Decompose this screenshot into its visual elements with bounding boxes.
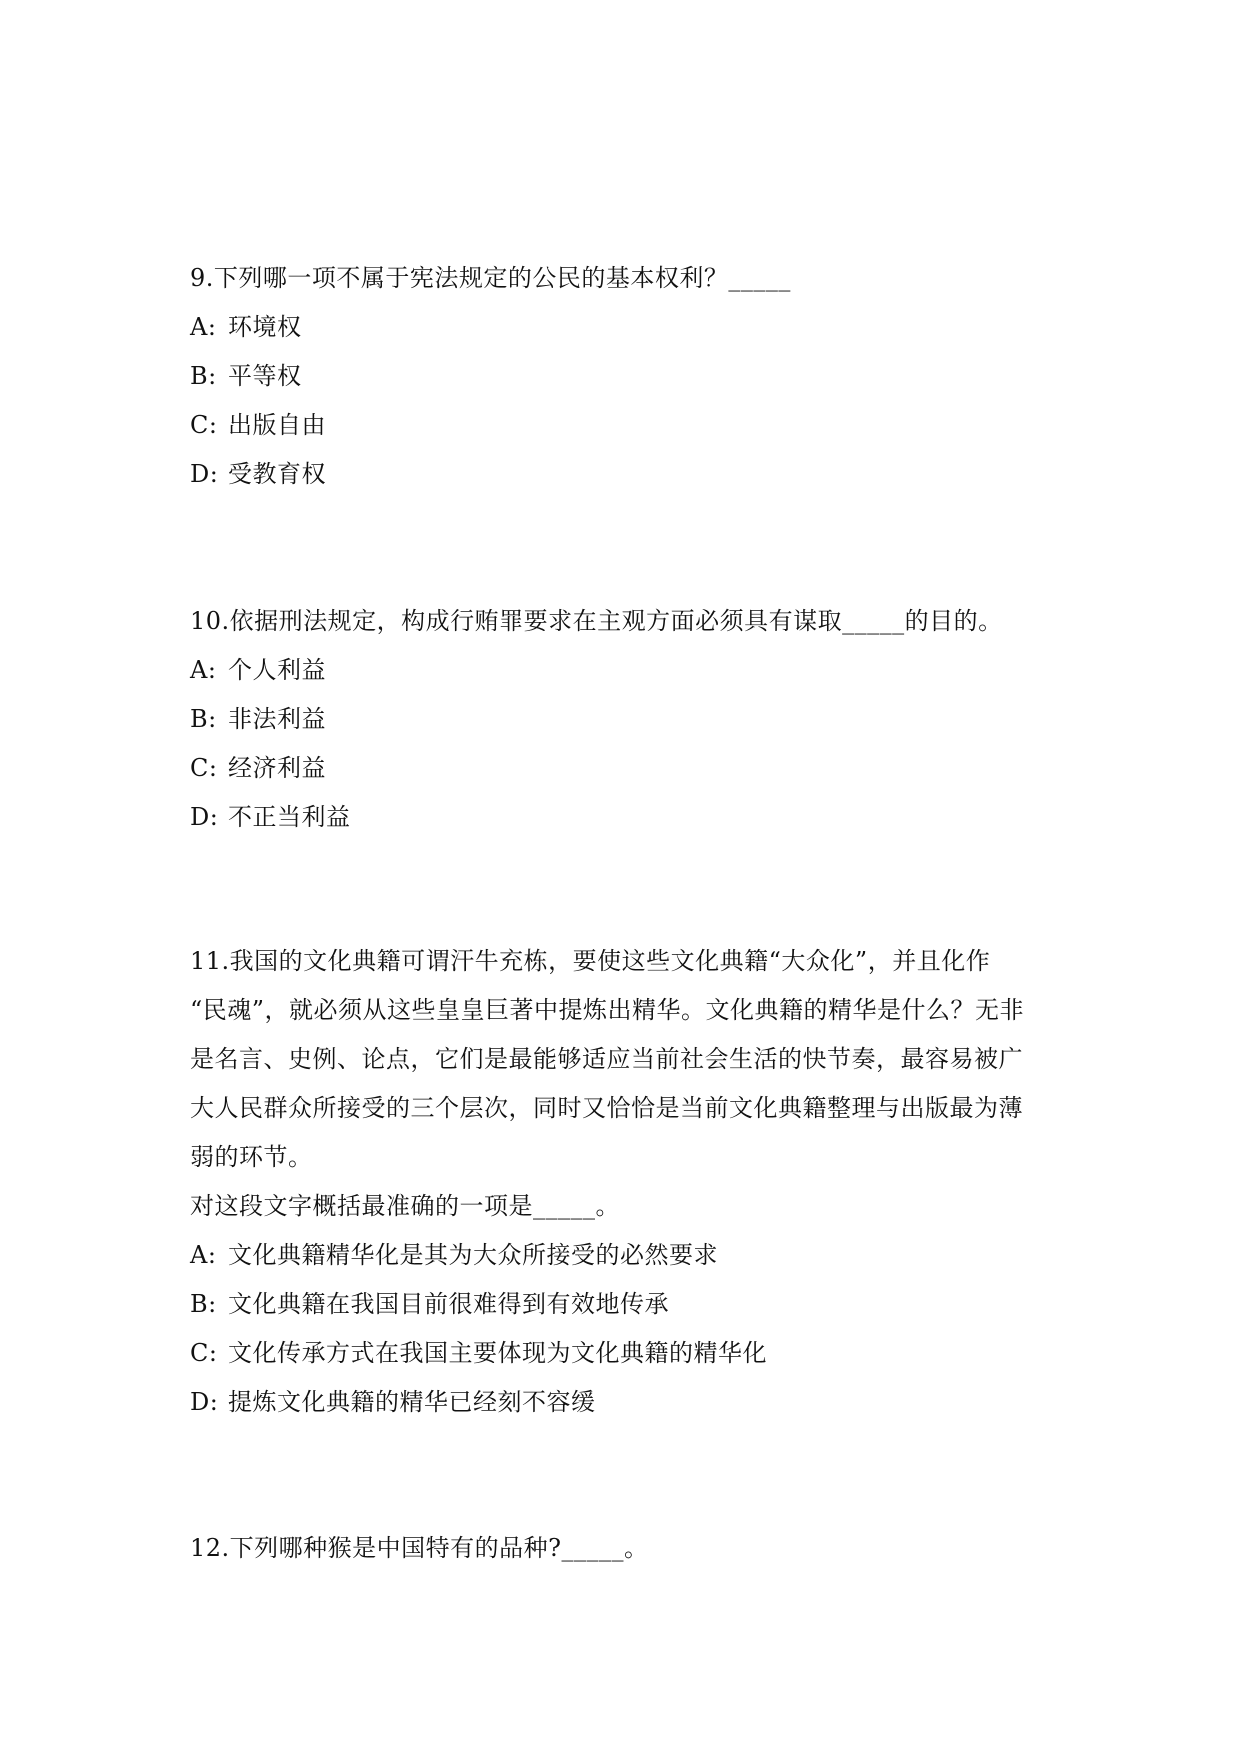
option-text: 不正当利益 — [228, 803, 351, 831]
option-b — [190, 695, 1070, 744]
option-c — [190, 401, 1070, 450]
option-letter: A: — [190, 313, 217, 341]
question-stem-line: 大人民群众所接受的三个层次，同时又恰恰是当前文化典籍整理与出版最为薄 — [190, 1094, 1023, 1122]
question-11 — [190, 937, 1070, 1427]
option-text: 环境权 — [228, 313, 302, 341]
option-letter: D: — [190, 460, 219, 488]
option-a — [190, 646, 1070, 695]
question-stem: 9.下列哪一项不属于宪法规定的公民的基本权利？_____ — [190, 264, 791, 292]
option-text: 文化典籍在我国目前很难得到有效地传承 — [228, 1290, 669, 1318]
question-stem-line: “民魂”，就必须从这些皇皇巨著中提炼出精华。文化典籍的精华是什么？无非 — [190, 996, 1025, 1024]
option-text: 出版自由 — [228, 411, 326, 439]
question-10 — [190, 597, 1070, 842]
option-b — [190, 1280, 1070, 1329]
option-d — [190, 450, 1070, 499]
option-letter: D: — [190, 803, 219, 831]
question-stem-line: 11.我国的文化典籍可谓汗牛充栋，要使这些文化典籍“大众化”，并且化作 — [190, 947, 991, 975]
option-letter: C: — [190, 1339, 218, 1367]
question-9 — [190, 254, 1070, 499]
option-text: 经济利益 — [228, 754, 326, 782]
option-letter: C: — [190, 411, 218, 439]
option-letter: C: — [190, 754, 218, 782]
option-letter: A: — [190, 1241, 217, 1269]
option-letter: B: — [190, 362, 217, 390]
question-12 — [190, 1524, 1070, 1573]
option-a — [190, 303, 1070, 352]
option-letter: A: — [190, 656, 217, 684]
option-d — [190, 1378, 1070, 1427]
option-letter: B: — [190, 1290, 217, 1318]
option-c — [190, 744, 1070, 793]
option-c — [190, 1329, 1070, 1378]
option-text: 提炼文化典籍的精华已经刻不容缓 — [228, 1388, 596, 1416]
option-letter: B: — [190, 705, 217, 733]
option-letter: D: — [190, 1388, 219, 1416]
option-a — [190, 1231, 1070, 1280]
question-stem: 10.依据刑法规定，构成行贿罪要求在主观方面必须具有谋取_____的目的。 — [190, 607, 1003, 635]
option-text: 个人利益 — [228, 656, 326, 684]
option-text: 非法利益 — [228, 705, 326, 733]
option-text: 平等权 — [228, 362, 302, 390]
question-prompt: 对这段文字概括最准确的一项是_____。 — [190, 1192, 620, 1220]
option-text: 文化典籍精华化是其为大众所接受的必然要求 — [228, 1241, 718, 1269]
option-text: 文化传承方式在我国主要体现为文化典籍的精华化 — [228, 1339, 767, 1367]
option-b — [190, 352, 1070, 401]
option-text: 受教育权 — [228, 460, 326, 488]
option-d — [190, 793, 1070, 842]
question-stem: 12.下列哪种猴是中国特有的品种?_____。 — [190, 1534, 649, 1562]
question-stem-line: 是名言、史例、论点，它们是最能够适应当前社会生活的快节奏，最容易被广 — [190, 1045, 1023, 1073]
question-stem-line: 弱的环节。 — [190, 1143, 313, 1171]
